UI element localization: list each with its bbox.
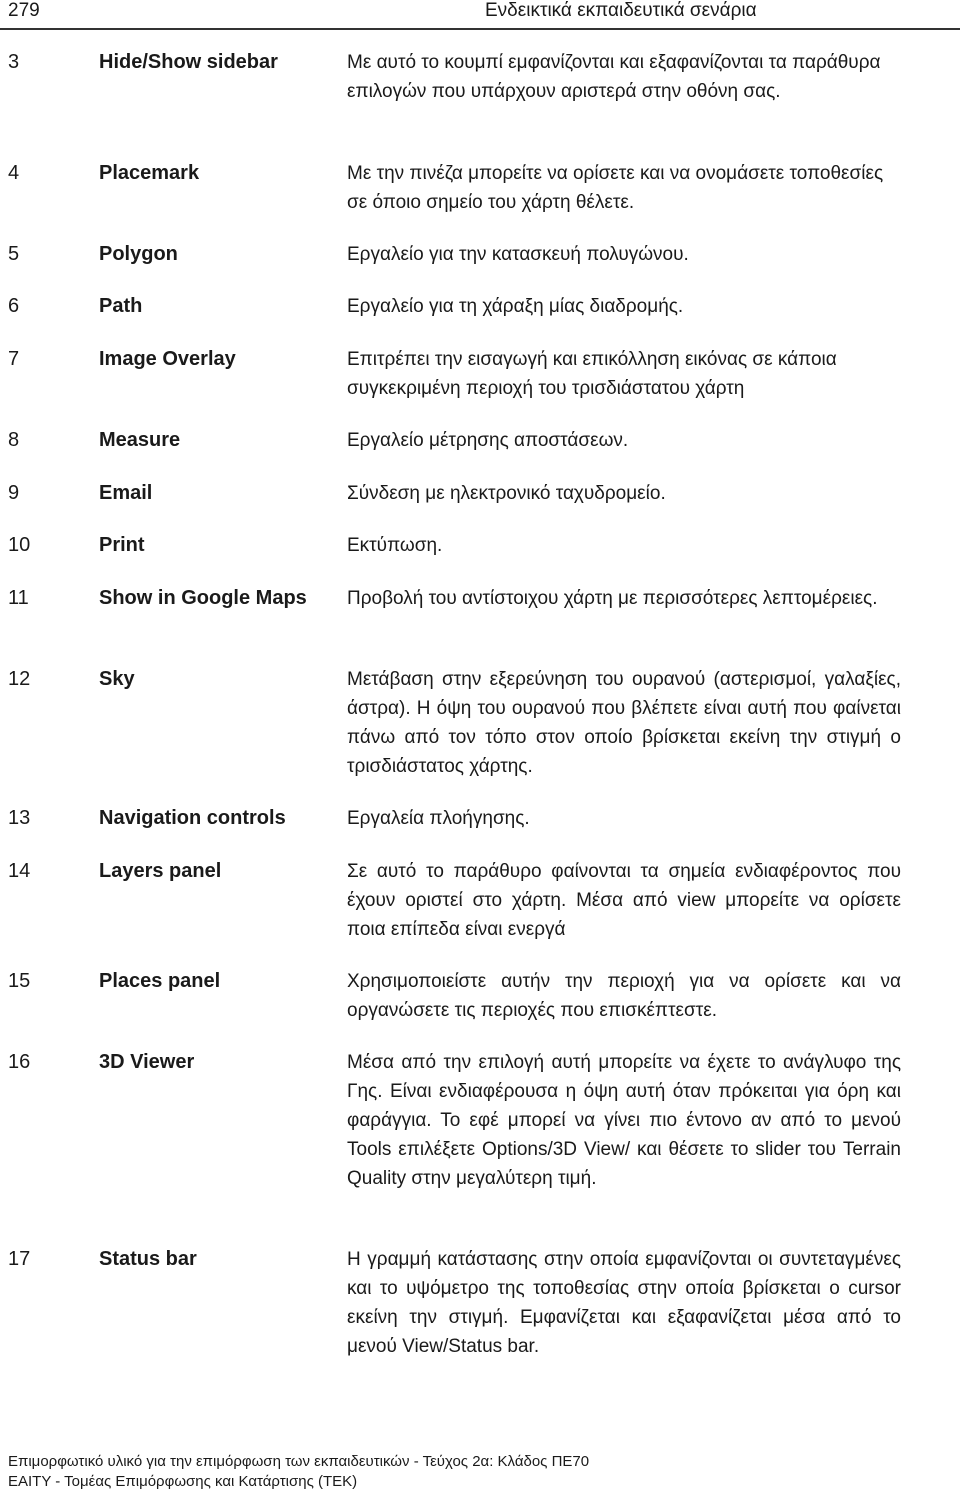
row-number: 3 <box>8 51 20 73</box>
row-term: Hide/Show sidebar <box>99 51 278 73</box>
row-number: 16 <box>8 1051 31 1073</box>
row-description: Εργαλείο για την κατασκευή πολυγώνου. <box>347 244 689 265</box>
row-number: 11 <box>8 587 29 609</box>
row-number: 17 <box>8 1248 31 1270</box>
row-description: Με αυτό το κουμπί εμφανίζονται και εξαφανίζονται τα παράθυρα επιλογών που υπάρχουν αριστερά στην οθόνη σας. <box>347 52 881 102</box>
row-description: Η γραμμή κατάστασης στην οποία εμφανίζονται οι συντεταγμένες και το υψόμετρο της τοποθεσίας στην οποία βρίσκεται ο cursor εκείνη την στιγμή. Εμφανίζεται και εξαφανίζεται μέσα από το μενού View/Status bar. <box>347 1249 901 1357</box>
row-term: Email <box>99 482 153 504</box>
row-term: Places panel <box>99 970 221 992</box>
footer-line-publication: Επιμορφωτικό υλικό για την επιμόρφωση των εκπαιδευτικών - Τεύχος 2α: Κλάδος ΠΕ70 <box>8 1453 590 1470</box>
row-term: Sky <box>99 668 135 690</box>
row-description: Εργαλείο μέτρησης αποστάσεων. <box>347 430 629 451</box>
page-footer <box>8 1452 589 1492</box>
section-title: Ενδεικτικά εκπαιδευτικά σενάρια <box>485 0 757 21</box>
row-description: Μέσα από την επιλογή αυτή μπορείτε να έχετε το ανάγλυφο της Γης. Είναι ενδιαφέρουσα η όψη αυτή όταν πρόκειται για όρη και φαράγγια. Το εφέ μπορεί να γίνει πιο έντονο αν από το μενού Tools επιλέξετε Options/3D View/ και θέσετε το slider του Terrain Quality στην μεγαλύτερη τιμή. <box>347 1052 901 1189</box>
row-number: 7 <box>8 348 20 370</box>
row-number: 6 <box>8 295 20 317</box>
footer-line-organization: ΕΑΙΤΥ - Τομέας Επιμόρφωσης και Κατάρτισης (ΤΕΚ) <box>8 1473 358 1490</box>
row-term: Image Overlay <box>99 348 236 370</box>
row-description: Σε αυτό το παράθυρο φαίνονται τα σημεία ενδιαφέροντος που έχουν οριστεί στο χάρτη. Μέσα από view μπορείτε να ορίσετε ποια επίπεδα είναι ενεργά <box>347 861 901 940</box>
row-description: Εργαλεία πλοήγησης. <box>347 808 530 829</box>
row-term: Show in Google Maps <box>99 587 307 609</box>
row-term: Print <box>99 534 145 556</box>
header-rule <box>0 28 960 30</box>
row-number: 14 <box>8 860 31 882</box>
row-description: Επιτρέπει την εισαγωγή και επικόλληση εικόνας σε κάποια συγκεκριμένη περιοχή του τρισδιάστατου χάρτη <box>347 349 837 399</box>
row-description: Εκτύπωση. <box>347 535 443 556</box>
row-term: Polygon <box>99 243 178 265</box>
page-number: 279 <box>8 0 40 21</box>
row-description: Προβολή του αντίστοιχου χάρτη με περισσότερες λεπτομέρειες. <box>347 588 878 609</box>
row-description: Μετάβαση στην εξερεύνηση του ουρανού (αστερισμοί, γαλαξίες, άστρα). Η όψη του ουρανού που βλέπετε είναι αυτή που φαίνεται πάνω από τον τόπο στον οποίο βρίσκεται εκείνη την στιγμή ο τρισδιάστατος χάρτης. <box>347 669 901 777</box>
row-number: 15 <box>8 970 31 992</box>
row-number: 8 <box>8 429 20 451</box>
page-header <box>0 0 960 30</box>
row-description: Εργαλείο για τη χάραξη μίας διαδρομής. <box>347 296 684 317</box>
row-description: Χρησιμοποιείστε αυτήν την περιοχή για να ορίσετε και να οργανώσετε τις περιοχές που επισκέπτεστε. <box>347 971 901 1021</box>
row-number: 12 <box>8 668 31 690</box>
row-number: 4 <box>8 162 20 184</box>
row-term: 3D Viewer <box>99 1051 195 1073</box>
row-term: Path <box>99 295 143 317</box>
row-term: Status bar <box>99 1248 197 1270</box>
row-number: 13 <box>8 807 31 829</box>
row-description: Σύνδεση με ηλεκτρονικό ταχυδρομείο. <box>347 483 666 504</box>
row-number: 9 <box>8 482 20 504</box>
row-term: Layers panel <box>99 860 222 882</box>
row-number: 5 <box>8 243 20 265</box>
row-number: 10 <box>8 534 31 556</box>
row-term: Measure <box>99 429 181 451</box>
row-term: Navigation controls <box>99 807 286 829</box>
row-term: Placemark <box>99 162 200 184</box>
row-description: Με την πινέζα μπορείτε να ορίσετε και να ονομάσετε τοποθεσίες σε όποιο σημείο του χάρτη θέλετε. <box>347 163 884 213</box>
